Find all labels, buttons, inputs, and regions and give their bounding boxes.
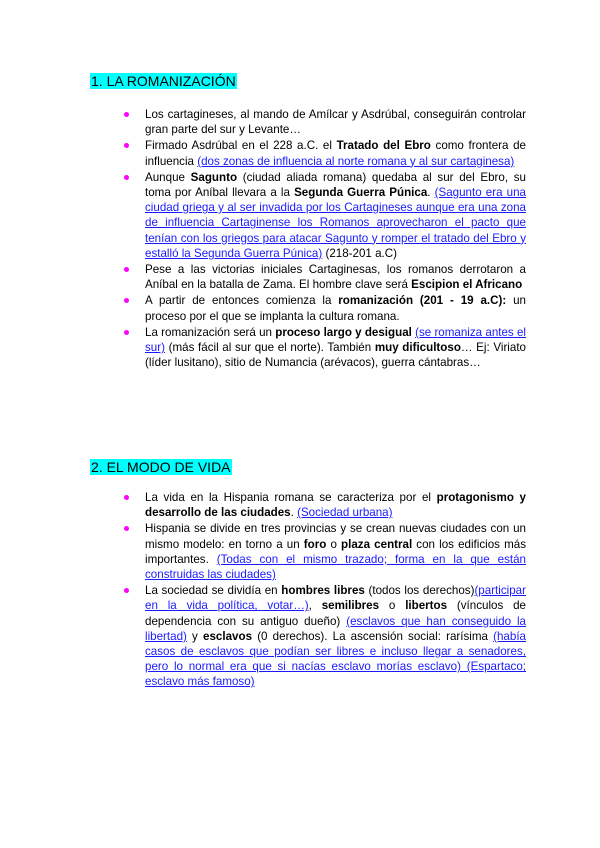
bold-term: muy dificultoso — [374, 341, 461, 355]
item-text: Pese a las victorias iniciales Cartaginesas, los romanos derrotaron a Aníbal en la batalla de Zama. El hombre clave será — [145, 263, 526, 292]
item-text: . — [290, 506, 298, 520]
bullet-icon — [124, 495, 129, 500]
bold-term: plaza central — [341, 537, 413, 551]
item-text: o — [379, 599, 406, 613]
item-text: y — [186, 629, 204, 643]
bold-term: protagonismo y desarrollo de las ciudades — [145, 491, 526, 520]
bold-term: Segunda Guerra Púnica — [294, 186, 428, 200]
bullet-icon — [124, 267, 129, 272]
item-text: (todos los derechos) — [364, 584, 475, 598]
item-text: La romanización será un — [145, 325, 276, 339]
bold-term: foro — [303, 537, 327, 551]
item-text: Firmado Asdrúbal en el 228 a.C. el — [145, 139, 337, 153]
list-item — [0, 583, 600, 689]
bold-term: hombres libres — [281, 584, 365, 598]
note-link[interactable]: (se romaniza antes el sur) — [145, 325, 526, 355]
note-link[interactable]: (esclavos que han conseguido la libertad) — [145, 614, 526, 643]
item-text: con los edificios más importantes. — [145, 537, 526, 566]
item-text: (más fácil al sur que el norte). También — [164, 341, 375, 355]
item-text: Aunque — [145, 170, 191, 184]
bullet-icon — [124, 175, 129, 180]
item-text: (vínculos de dependencia con su antiguo dueño) — [145, 599, 526, 628]
list-item — [0, 490, 600, 520]
bold-term: proceso largo y desigual — [275, 325, 412, 339]
bold-term: Escipion el Africano — [411, 278, 523, 292]
bullet-icon — [124, 143, 129, 148]
list-item — [0, 138, 600, 168]
note-link[interactable]: (participar en la vida política, votar…) — [145, 584, 526, 613]
section-1-heading — [90, 73, 237, 89]
note-link[interactable]: (Sagunto era una ciudad griega y al ser invadida por los Cartagineses aunque era una zona de influencia Cartaginense los Romanos aprovecharon el pacto que tenían con los griegos para atacar Sagunto y romper el tratado del Ebro y estalló la Segunda Guerra Púnica) — [145, 186, 527, 260]
note-link[interactable]: (Sociedad urbana) — [297, 506, 393, 520]
bullet-icon — [124, 298, 129, 303]
bullet-icon — [124, 526, 129, 531]
item-text: . — [427, 186, 435, 200]
item-text: Los cartagineses, al mando de Amílcar y Asdrúbal, conseguirán controlar gran parte del sur y Levante… — [145, 108, 526, 137]
item-text: … Ej: Viriato (líder lusitano), sitio de Numancia (arévacos), guerra cántabras… — [145, 341, 526, 370]
section-2-heading — [90, 459, 232, 475]
bold-term: Sagunto — [190, 170, 238, 184]
list-item — [0, 107, 600, 137]
list-item — [0, 325, 600, 371]
list-item — [0, 521, 600, 582]
bold-term: semilibres — [321, 599, 380, 613]
list-item — [0, 293, 600, 323]
note-link[interactable]: (dos zonas de influencia al norte romana y al sur cartaginesa) — [197, 154, 515, 168]
item-text: (0 derechos). La ascensión social: rarísima — [252, 629, 494, 643]
item-text: La sociedad se dividía en — [145, 584, 282, 598]
section-2-list — [0, 490, 600, 691]
section-2-title: 2. EL MODO DE VIDA — [91, 459, 231, 475]
item-text: , — [308, 599, 322, 613]
bullet-icon — [124, 330, 129, 335]
section-1-list — [0, 107, 600, 371]
bullet-icon — [124, 588, 129, 593]
item-text: A partir de entonces comienza la — [145, 294, 339, 308]
bold-term: romanización (201 - 19 a.C): — [338, 294, 507, 308]
bullet-icon — [124, 112, 129, 117]
list-item — [0, 262, 600, 292]
bold-term: libertos — [405, 599, 448, 613]
note-link[interactable]: (Todas con el mismo trazado; forma en la que están construidas las ciudades) — [145, 552, 526, 582]
note-link[interactable]: (había casos de esclavos que podían ser libres e incluso llegar a senadores, pero lo normal era que si nacías esclavo morías esclavo) (Espartaco; esclavo más famoso) — [145, 629, 526, 689]
item-text: como frontera de influencia — [145, 139, 526, 168]
item-text: Hispania se divide en tres provincias y se crean nuevas ciudades con un mismo modelo: en torno a un — [145, 522, 526, 551]
list-item — [0, 170, 600, 261]
item-text: La vida en la Hispania romana se caracteriza por el — [145, 491, 437, 504]
bold-term: esclavos — [203, 629, 253, 643]
item-text: (218-201 a.C) — [322, 246, 398, 260]
item-text: o — [326, 537, 342, 551]
item-text: un proceso por el que se implanta la cultura romana. — [145, 294, 526, 323]
item-text: (ciudad aliada romana) quedaba al sur del Ebro, su toma por Aníbal llevara a la — [145, 170, 526, 200]
bold-term: Tratado del Ebro — [336, 139, 431, 153]
section-1-title: 1. LA ROMANIZACIÓN — [91, 73, 236, 89]
